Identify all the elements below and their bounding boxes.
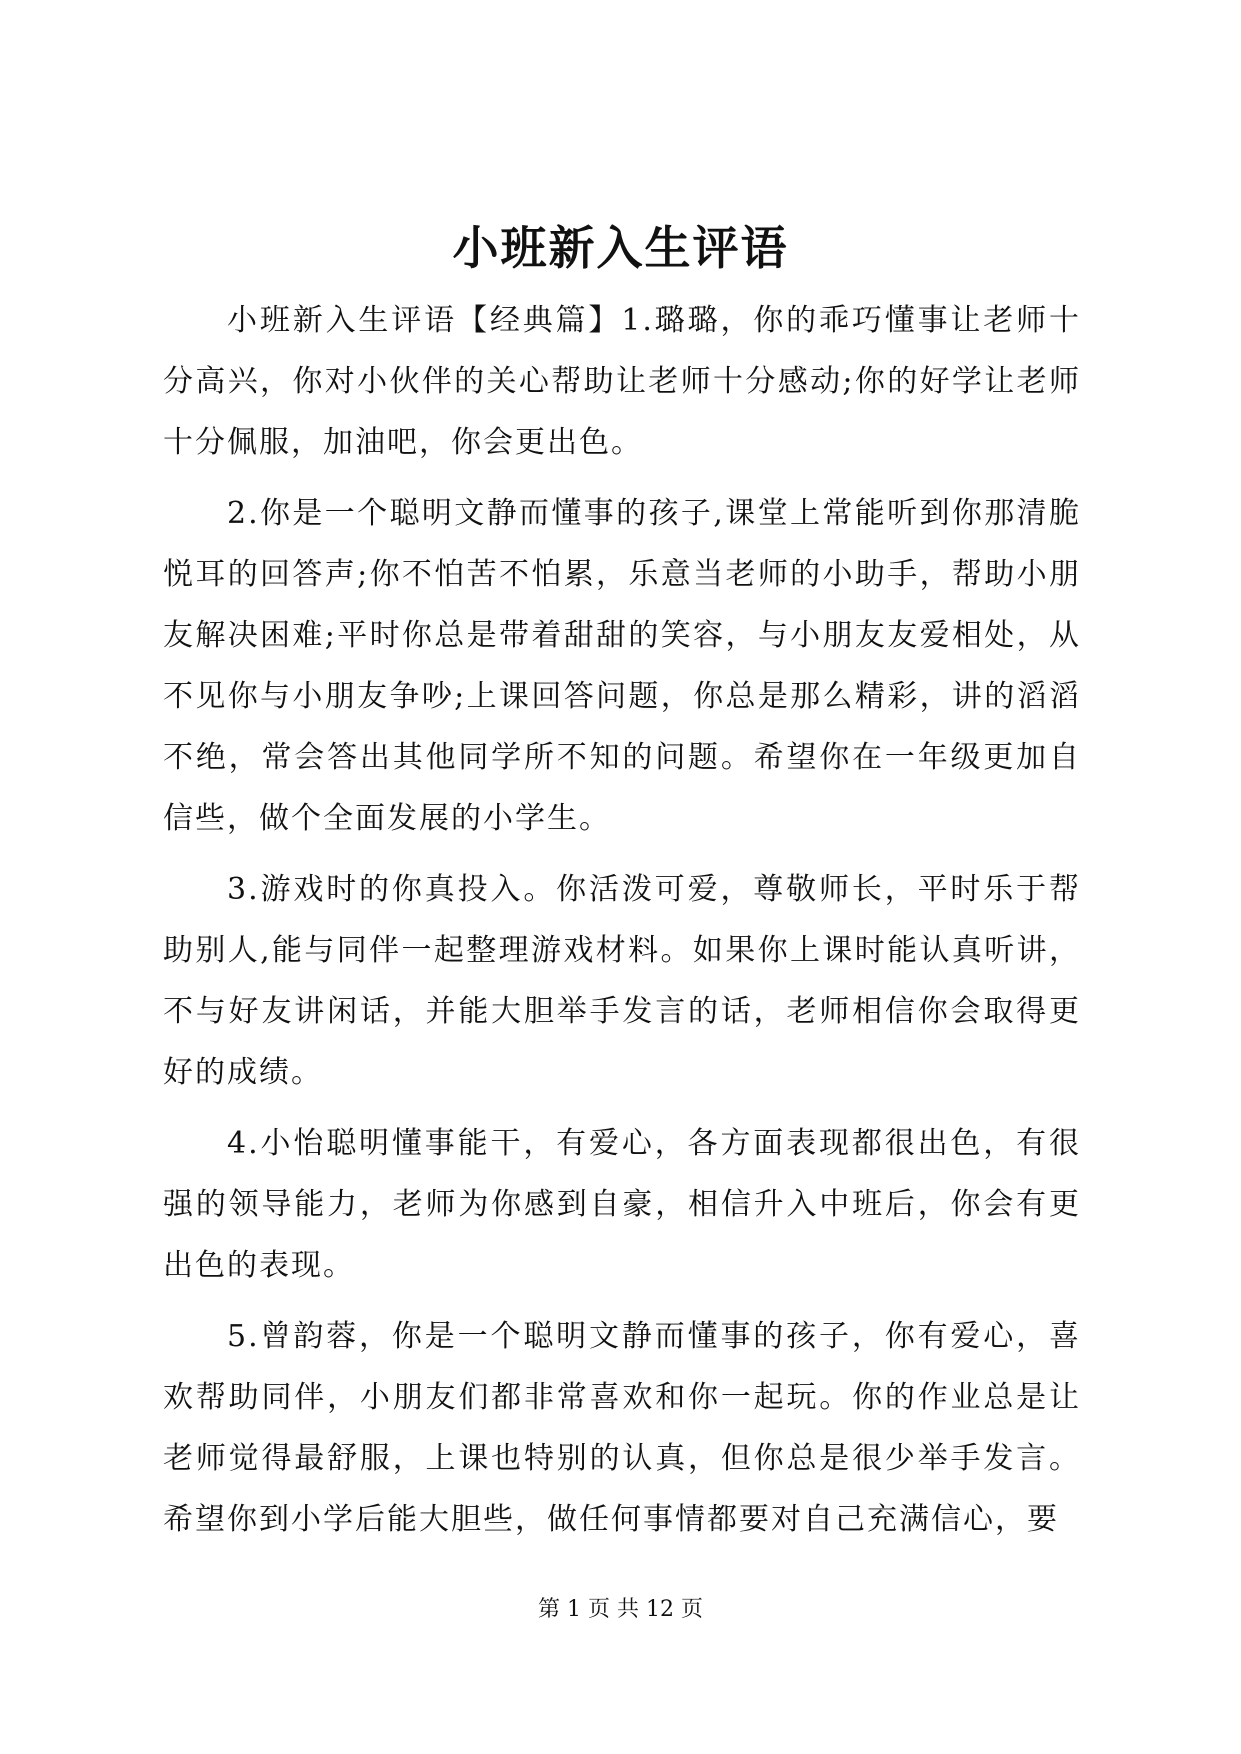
paragraph-3: 3.游戏时的你真投入。你活泼可爱，尊敬师长，平时乐于帮助别人,能与同伴一起整理游戏材料。如果你上课时能认真听讲，不与好友讲闲话，并能大胆举手发言的话，老师相信你会取得更好的成绩。: [163, 872, 1081, 1090]
document-body: [163, 290, 1081, 1560]
paragraph-4: 4.小怡聪明懂事能干，有爱心，各方面表现都很出色，有很强的领导能力，老师为你感到自豪，相信升入中班后，你会有更出色的表现。: [163, 1126, 1081, 1283]
page-footer: 第 1 页 共 12 页: [538, 1597, 703, 1622]
paragraph-intro: 小班新入生评语【经典篇】1.璐璐，你的乖巧懂事让老师十分高兴，你对小伙伴的关心帮助让老师十分感动;你的好学让老师十分佩服，加油吧，你会更出色。: [163, 303, 1081, 460]
paragraph-5: 5.曾韵蓉，你是一个聪明文静而懂事的孩子，你有爱心，喜欢帮助同伴，小朋友们都非常喜欢和你一起玩。你的作业总是让老师觉得最舒服，上课也特别的认真，但你总是很少举手发言。希望你到小学后能大胆些，做任何事情都要对自己充满信心，要: [163, 1319, 1081, 1537]
page-title: 小班新入生评语: [452, 221, 789, 275]
paragraph-2: 2.你是一个聪明文静而懂事的孩子,课堂上常能听到你那清脆悦耳的回答声;你不怕苦不怕累，乐意当老师的小助手，帮助小朋友解决困难;平时你总是带着甜甜的笑容，与小朋友友爱相处，从不见你与小朋友争吵;上课回答问题，你总是那么精彩，讲的滔滔不绝，常会答出其他同学所不知的问题。希望你在一年级更加自信些，做个全面发展的小学生。: [163, 496, 1081, 836]
